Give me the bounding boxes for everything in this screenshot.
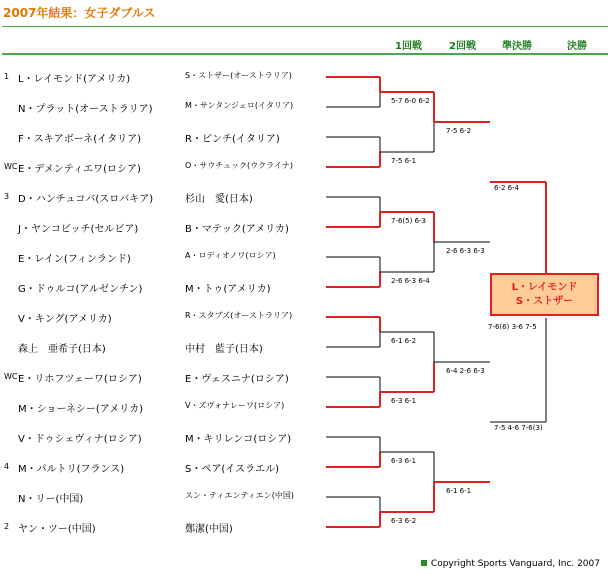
player-right: A・ロディオノワ(ロシア) bbox=[185, 251, 276, 260]
score-r1: 6-3 6-2 bbox=[391, 517, 417, 525]
score-r1: 6-1 6-2 bbox=[391, 337, 417, 345]
player-right: B・マテック(アメリカ) bbox=[185, 224, 289, 235]
player-right: 中村 藍子(日本) bbox=[185, 344, 263, 355]
player-left: L・レイモンド(アメリカ) bbox=[18, 74, 131, 85]
champion-box bbox=[490, 273, 599, 316]
score-r1: 7-6(5) 6-3 bbox=[391, 217, 427, 225]
player-right: 杉山 愛(日本) bbox=[185, 194, 253, 205]
seed-label: WC bbox=[4, 162, 18, 171]
player-right: E・ヴェスニナ(ロシア) bbox=[185, 374, 289, 385]
player-right: M・サンタンジェロ(イタリア) bbox=[185, 101, 294, 110]
score-r2: 6-1 6-1 bbox=[446, 487, 472, 495]
player-right: M・トゥ(アメリカ) bbox=[185, 284, 271, 295]
score-sf: 6-2 6-4 bbox=[494, 184, 520, 192]
player-right: S・ストザー(オーストラリア) bbox=[185, 71, 292, 80]
player-left: M・ショーネシー(アメリカ) bbox=[18, 404, 144, 415]
player-left: E・レイン(フィンランド) bbox=[18, 254, 131, 265]
player-left: E・リホフツェーワ(ロシア) bbox=[18, 374, 142, 385]
score-r1: 6-3 6-1 bbox=[391, 397, 417, 405]
player-right: 鄭潔(中国) bbox=[185, 524, 233, 535]
seed-label: 3 bbox=[4, 192, 10, 201]
champion-name-1: L・レイモンド bbox=[511, 282, 578, 293]
player-right: S・ペア(イスラエル) bbox=[185, 464, 280, 475]
score-r1: 2-6 6-3 6-4 bbox=[391, 277, 430, 285]
player-left: J・ヤンコビッチ(セルビア) bbox=[18, 224, 139, 235]
seed-label: 1 bbox=[4, 72, 10, 81]
score-r1: 5-7 6-0 6-2 bbox=[391, 97, 430, 105]
player-right: V・ズヴォナレーワ(ロシア) bbox=[185, 401, 285, 410]
score-sf: 7-5 4-6 7-6(3) bbox=[494, 424, 543, 432]
player-left: V・ドゥシェヴィナ(ロシア) bbox=[18, 434, 142, 445]
seed-label: 4 bbox=[4, 462, 10, 471]
player-left: 森上 亜希子(日本) bbox=[18, 344, 106, 355]
seed-label: WC bbox=[4, 372, 18, 381]
player-left: F・スキアボーネ(イタリア) bbox=[18, 134, 142, 145]
champion-name-2: S・ストザー bbox=[515, 296, 574, 307]
player-left: E・デメンティエワ(ロシア) bbox=[18, 164, 141, 175]
score-r2: 6-4 2-6 6-3 bbox=[446, 367, 485, 375]
player-left: N・プラット(オーストラリア) bbox=[18, 104, 153, 115]
copyright-text: Copyright Sports Vanguard, Inc. 2007 bbox=[430, 559, 600, 569]
player-left: D・ハンチュコバ(スロバキア) bbox=[18, 194, 154, 205]
page-title: 2007年結果：女子ダブルス bbox=[3, 6, 156, 20]
round-label-1: 1回戦 bbox=[395, 41, 422, 52]
score-r2: 7-5 6-2 bbox=[446, 127, 472, 135]
seed-label: 2 bbox=[4, 522, 10, 531]
square-icon bbox=[421, 560, 427, 566]
score-r1: 7-5 6-1 bbox=[391, 157, 417, 165]
player-left: ヤン・ツー(中国) bbox=[18, 524, 96, 535]
round-label-2: 2回戦 bbox=[449, 41, 476, 52]
score-r1: 6-3 6-1 bbox=[391, 457, 417, 465]
round-label-sf: 準決勝 bbox=[502, 41, 532, 52]
player-right: スン・ティエンティエン(中国) bbox=[185, 491, 294, 500]
round-label-final: 決勝 bbox=[567, 41, 587, 52]
player-right: M・キリレンコ(ロシア) bbox=[185, 434, 292, 445]
player-left: G・ドゥルコ(アルゼンチン) bbox=[18, 284, 143, 295]
score-r2: 2-6 6-3 6-3 bbox=[446, 247, 485, 255]
player-right: O・サウチュック(ウクライナ) bbox=[185, 161, 294, 170]
player-left: V・キング(アメリカ) bbox=[18, 314, 112, 325]
player-right: R・スタブズ(オーストラリア) bbox=[185, 311, 293, 320]
player-left: M・パルトリ(フランス) bbox=[18, 464, 125, 475]
player-right: R・ピンチ(イタリア) bbox=[185, 134, 280, 145]
score-final: 7-6(6) 3-6 7-5 bbox=[488, 323, 537, 331]
copyright bbox=[421, 559, 600, 569]
player-left: N・リー(中国) bbox=[18, 494, 84, 505]
